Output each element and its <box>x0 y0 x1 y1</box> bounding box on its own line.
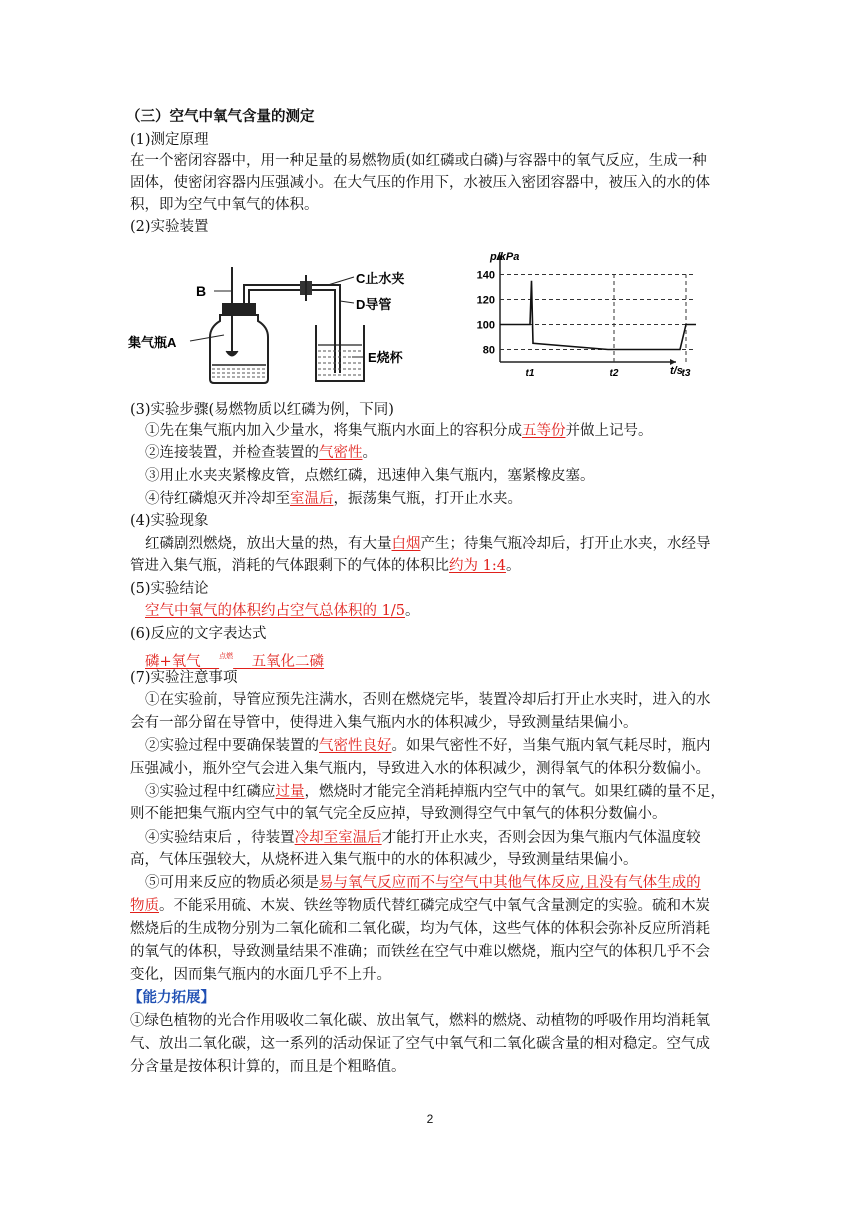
s7-n5-l4: 的氧气的体积，导致测量结果不准确；而铁丝在空气中难以燃烧，瓶内空气的体积几乎不会 <box>130 944 710 960</box>
answer-room-temp: 室温后 <box>290 491 334 507</box>
s7-n1-l2: 会有一部分留在导管中，使得进入集气瓶内水的体积减少，导致测量结果偏小。 <box>130 715 638 731</box>
ext-l2: 气、放出二氧化碳，这一系列的活动保证了空气中氧气和二氧化碳含量的相对稳定。空气成 <box>130 1036 710 1052</box>
s2-heading: (2)实验装置 <box>130 219 209 235</box>
y-axis-label: p/kPa <box>490 251 520 263</box>
s4-line1: 红磷剧烈燃烧，放出大量的热，有大量白烟产生；待集气瓶冷却后，打开止水夹，水经导 <box>145 536 711 552</box>
label-c: C止水夹 <box>356 271 405 286</box>
label-a: 集气瓶A <box>128 335 177 350</box>
y-tick-label: 80 <box>482 344 495 357</box>
label-b: B <box>196 283 207 299</box>
equation-left: 磷+氧气 <box>145 654 201 670</box>
spoon <box>226 351 238 356</box>
answer-ratio: 约为 1:4 <box>449 558 506 574</box>
page-number: 2 <box>426 1112 434 1126</box>
answer-good-airtightness: 气密性良好 <box>319 738 392 754</box>
s6-heading: (6)反应的文字表达式 <box>130 626 267 642</box>
s7-n4-l1: ④实验结束后 ，待装置冷却至室温后才能打开止水夹，否则会因为集气瓶内气体温度较 <box>145 830 701 846</box>
s3-step2: ②连接装置，并检查装置的气密性。 <box>145 445 377 461</box>
answer-cool-room-temp: 冷却至室温后 <box>294 830 382 846</box>
equation-right: 五氧化二磷 <box>251 654 325 670</box>
s3-step1: ①先在集气瓶内加入少量水，将集气瓶内水面上的容积分成五等份并做上记号。 <box>145 423 653 439</box>
section-title: （三）空气中氧气含量的测定 <box>126 109 315 125</box>
y-tick-label: 120 <box>476 294 495 307</box>
equation-condition: 点燃 <box>219 652 234 660</box>
s7-n5-l5: 变化，因而集气瓶内的水面几乎不上升。 <box>130 967 391 983</box>
x-tick-label: t1 <box>525 368 535 379</box>
pressure-chart <box>456 250 696 380</box>
answer-substance: 物质 <box>130 898 159 914</box>
s1-p2: 固体，使密闭容器内压强减小。在大气压的作用下，水被压入密团容器中，被压入的水的体 <box>130 175 710 191</box>
answer-white-smoke: 白烟 <box>391 536 421 552</box>
s7-n2-l2: 压强减小，瓶外空气会进入集气瓶内，导致进入水的体积减少，测得氧气的体积分数偏小。 <box>130 761 710 777</box>
answer-excess: 过量 <box>275 784 305 800</box>
answer-airtightness: 气密性 <box>319 445 363 461</box>
ext-l3: 分含量是按体积计算的，而且是个粗略值。 <box>130 1059 406 1075</box>
s7-n4-l2: 高，气体压强较大，从烧杯进入集气瓶中的水的体积减少，导致测量结果偏小。 <box>130 852 638 868</box>
s7-n3-l2: 则不能把集气瓶内空气中的氧气完全反应掉，导致测得空气中氧气的体积分数偏小。 <box>130 806 667 822</box>
tube-d <box>244 285 340 373</box>
s7-n2-l1: ②实验过程中要确保装置的气密性良好。如果气密性不好，当集气瓶内氧气耗尽时，瓶内 <box>145 738 711 754</box>
y-tick-label: 100 <box>476 319 495 332</box>
flask-water <box>212 365 266 377</box>
s3-heading: (3)实验步骤(易燃物质以红磷为例，下同) <box>130 402 394 418</box>
s4-heading: (4)实验现象 <box>130 513 209 529</box>
s7-n5-l2: 物质。不能采用硫、木炭、铁丝等物质代替红磷完成空气中氧气含量测定的实验。硫和木炭 <box>130 898 710 914</box>
s4-line2: 管进入集气瓶，消耗的气体跟剩下的气体的体积比约为 1:4。 <box>130 558 521 574</box>
s1-heading: (1)测定原理 <box>130 132 209 148</box>
s5-heading: (5)实验结论 <box>130 581 209 597</box>
s3-step4: ④待红磷熄灭并冷却至室温后，振荡集气瓶，打开止水夹。 <box>145 491 522 507</box>
label-e: E烧杯 <box>368 350 403 365</box>
s3-step3: ③用止水夹夹紧橡皮管，点燃红磷，迅速伸入集气瓶内，塞紧橡皮塞。 <box>145 468 595 484</box>
answer-five-parts: 五等份 <box>522 423 566 439</box>
answer-conclusion: 空气中氧气的体积约占空气总体积的 1/5 <box>145 603 405 619</box>
pressure-series-line <box>500 281 696 350</box>
label-d: D导管 <box>356 297 392 312</box>
apparatus-figure <box>128 255 428 385</box>
x-axis-label: t/s <box>670 365 683 377</box>
s7-n5-l3: 燃烧后的生成物分别为二氧化硫和二氧化碳，均为气体，这些气体的体积会弥补反应所消耗 <box>130 921 710 937</box>
answer-substance-requirement: 易与氧气反应而不与空气中其他气体反应,且没有气体生成的 <box>319 875 701 891</box>
s5-conclusion: 空气中氧气的体积约占空气总体积的 1/5。 <box>145 603 420 619</box>
ext-l1: ①绿色植物的光合作用吸收二氧化碳、放出氧气，燃料的燃烧、动植物的呼吸作用均消耗氧 <box>130 1013 710 1029</box>
y-tick-label: 140 <box>476 269 495 282</box>
x-tick-label: t3 <box>681 368 691 379</box>
s7-n1-l1: ①在实验前，导管应预先注满水，否则在燃烧完毕，装置冷却后打开止水夹时，进入的水 <box>145 692 711 708</box>
rubber-stopper <box>222 303 256 315</box>
s1-p3: 积，即为空气中氧气的体积。 <box>130 197 319 213</box>
s7-heading: (7)实验注意事项 <box>130 670 238 686</box>
s7-n3-l1: ③实验过程中红磷应过量，燃烧时才能完全消耗掉瓶内空气中的氧气。如果红磷的量不足， <box>145 784 725 800</box>
s1-p1: 在一个密闭容器中，用一种足量的易燃物质(如红磷或白磷)与容器中的氧气反应，生成一种 <box>130 153 707 169</box>
s7-n5-l1: ⑤可用来反应的物质必须是易与氧气反应而不与空气中其他气体反应,且没有气体生成的 <box>145 875 701 891</box>
ext-heading: 【能力拓展】 <box>128 990 215 1006</box>
x-tick-label: t2 <box>609 368 619 379</box>
